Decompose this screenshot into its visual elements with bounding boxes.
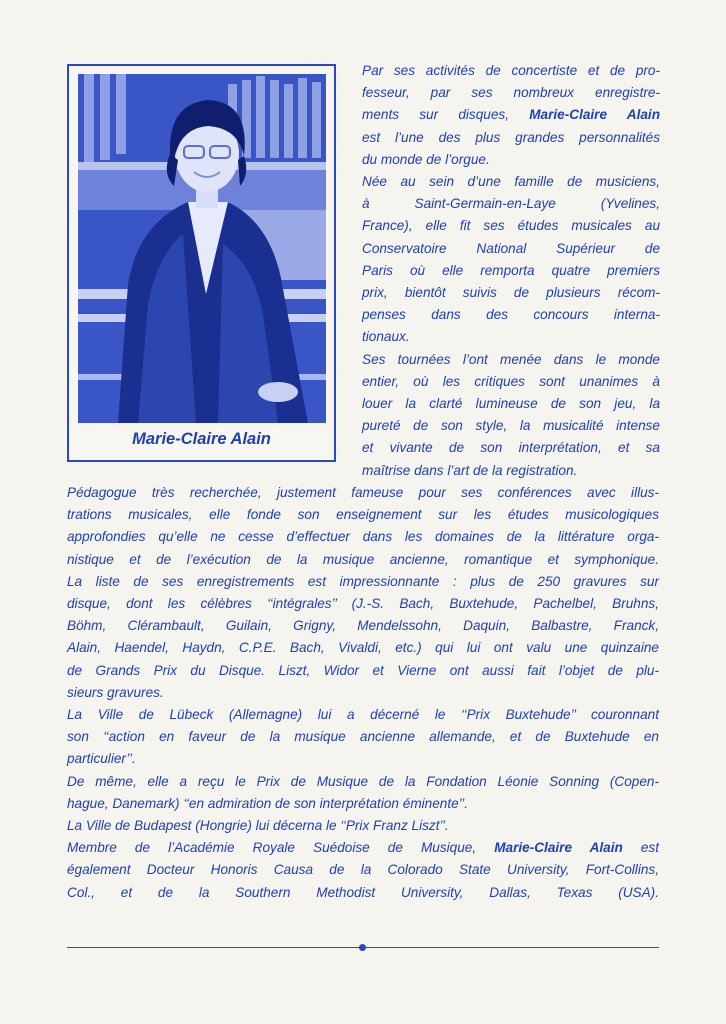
text-line (362, 193, 660, 215)
text-line (362, 60, 660, 82)
text-line (362, 238, 660, 260)
text-segment: entier, où les critiques sont unanimes à (362, 373, 660, 389)
name-highlight: Marie-Claire Alain (494, 840, 623, 856)
text-segment: à Saint-Germain-en-Laye (Yvelines, (362, 196, 660, 212)
text-segment: nistique et de l’exécution de la musique ancienne, romantique et symphonique. (67, 551, 659, 567)
text-line (362, 260, 660, 282)
text-segment: La liste de ses enregistrements est impressionnante : plus de 250 gravures sur (67, 573, 659, 589)
text-segment: trations musicales, elle fonde son enseignement sur les études musicologiques (67, 507, 659, 523)
portrait-photo (78, 74, 326, 423)
text-segment: La Ville de Lübeck (Allemagne) lui a décerné le ‘‘Prix Buxtehude’’ couronnant (67, 707, 659, 723)
text-line (67, 615, 659, 637)
text-segment: maîtrise dans l’art de la registration. (362, 462, 578, 478)
text-line (362, 371, 660, 393)
text-segment: prix, bientôt suivis de plusieurs récom- (362, 285, 660, 301)
text-line (67, 704, 659, 726)
text-segment: Alain, Haendel, Haydn, C.P.E. Bach, Vivaldi, etc.) qui lui ont valu une quinzaine (67, 640, 659, 656)
text-segment: également Docteur Honoris Causa de la Colorado State University, Fort-Collins, (67, 862, 659, 878)
text-line (67, 837, 659, 859)
text-segment: louer la clarté lumineuse de son jeu, la (362, 396, 660, 412)
text-segment: De même, elle a reçu le Prix de Musique de la Fondation Léonie Sonning (Copen- (67, 773, 659, 789)
text-segment: Membre de l’Académie Royale Suédoise de Musique, (67, 840, 495, 856)
text-line (362, 171, 660, 193)
text-line (362, 282, 660, 304)
text-segment: sieurs gravures. (67, 684, 164, 700)
text-segment: La Ville de Budapest (Hongrie) lui décerna le ‘‘Prix Franz Liszt’’. (67, 818, 449, 834)
text-line (362, 127, 660, 149)
text-segment: est l’une des plus grandes personnalités (362, 129, 660, 145)
text-line (362, 304, 660, 326)
text-segment: particulier’’. (67, 751, 136, 767)
right-column-text (362, 60, 660, 482)
text-line (67, 593, 659, 615)
text-segment: pureté de son style, la musicalité intense (362, 418, 660, 434)
text-line (67, 748, 659, 770)
text-segment: Conservatoire National Supérieur de (362, 240, 660, 256)
text-segment: hague, Danemark) ‘‘en admiration de son interprétation éminente’’. (67, 795, 468, 811)
text-segment: Böhm, Clérambault, Guilain, Grigny, Mendelssohn, Daquin, Balbastre, Franck, (67, 618, 659, 634)
text-segment: Par ses activités de concertiste et de pro- (362, 63, 660, 78)
name-highlight: Marie-Claire Alain (529, 107, 660, 123)
text-segment: et vivante de son interprétation, et sa (362, 440, 660, 456)
text-line (67, 859, 659, 881)
portrait-frame (67, 64, 336, 462)
text-line (67, 793, 659, 815)
text-line (362, 415, 660, 437)
text-line (362, 393, 660, 415)
text-line (67, 504, 659, 526)
text-line (67, 882, 659, 904)
full-width-text (67, 482, 659, 904)
text-segment: fesseur, par ses nombreux enregistre- (362, 85, 660, 101)
text-line (67, 526, 659, 548)
text-segment: Pédagogue très recherchée, justement fameuse pour ses conférences avec illus- (67, 485, 659, 500)
text-segment: du monde de l’orgue. (362, 151, 490, 167)
text-line (362, 437, 660, 459)
text-line (67, 482, 659, 504)
text-line (362, 460, 660, 482)
text-segment: France), elle fit ses études musicales au (362, 218, 660, 234)
text-line (67, 637, 659, 659)
text-segment: de Grands Prix du Disque. Liszt, Widor et Vierne ont aussi fait l’objet de plu- (67, 662, 659, 678)
text-segment: est (622, 840, 660, 856)
text-segment: Col., et de la Southern Methodist University, Dallas, Texas (USA). (67, 884, 659, 900)
portrait-photo-icon (78, 74, 326, 423)
text-line (67, 815, 659, 837)
rule-ornament-dot (359, 944, 366, 951)
text-line (67, 571, 659, 593)
text-segment: ments sur disques, (362, 107, 530, 123)
text-line (362, 82, 660, 104)
text-segment: son ‘‘action en faveur de la musique ancienne allemande, et de Buxtehude en (67, 729, 659, 745)
text-line (362, 326, 660, 348)
text-line (67, 771, 659, 793)
text-segment: Paris où elle remporta quatre premiers (362, 262, 660, 278)
text-segment: penses dans des concours interna- (362, 307, 660, 323)
portrait-caption: Marie-Claire Alain (132, 430, 271, 448)
text-segment: Née au sein d’une famille de musiciens, (362, 174, 660, 190)
text-line (362, 149, 660, 171)
text-line (362, 349, 660, 371)
text-segment: Ses tournées l’ont menée dans le monde (362, 351, 660, 367)
text-line (362, 215, 660, 237)
text-line (67, 726, 659, 748)
text-line (67, 660, 659, 682)
text-segment: disque, dont les célèbres ‘‘intégrales’’ (J.-S. Bach, Buxtehude, Pachelbel, Bruhns, (67, 596, 659, 612)
text-segment: approfondies qu’elle ne cesse d’effectuer dans les domaines de la littérature orga- (67, 529, 659, 545)
text-line (67, 549, 659, 571)
text-line (67, 682, 659, 704)
text-line (362, 104, 660, 126)
text-segment: tionaux. (362, 329, 410, 345)
